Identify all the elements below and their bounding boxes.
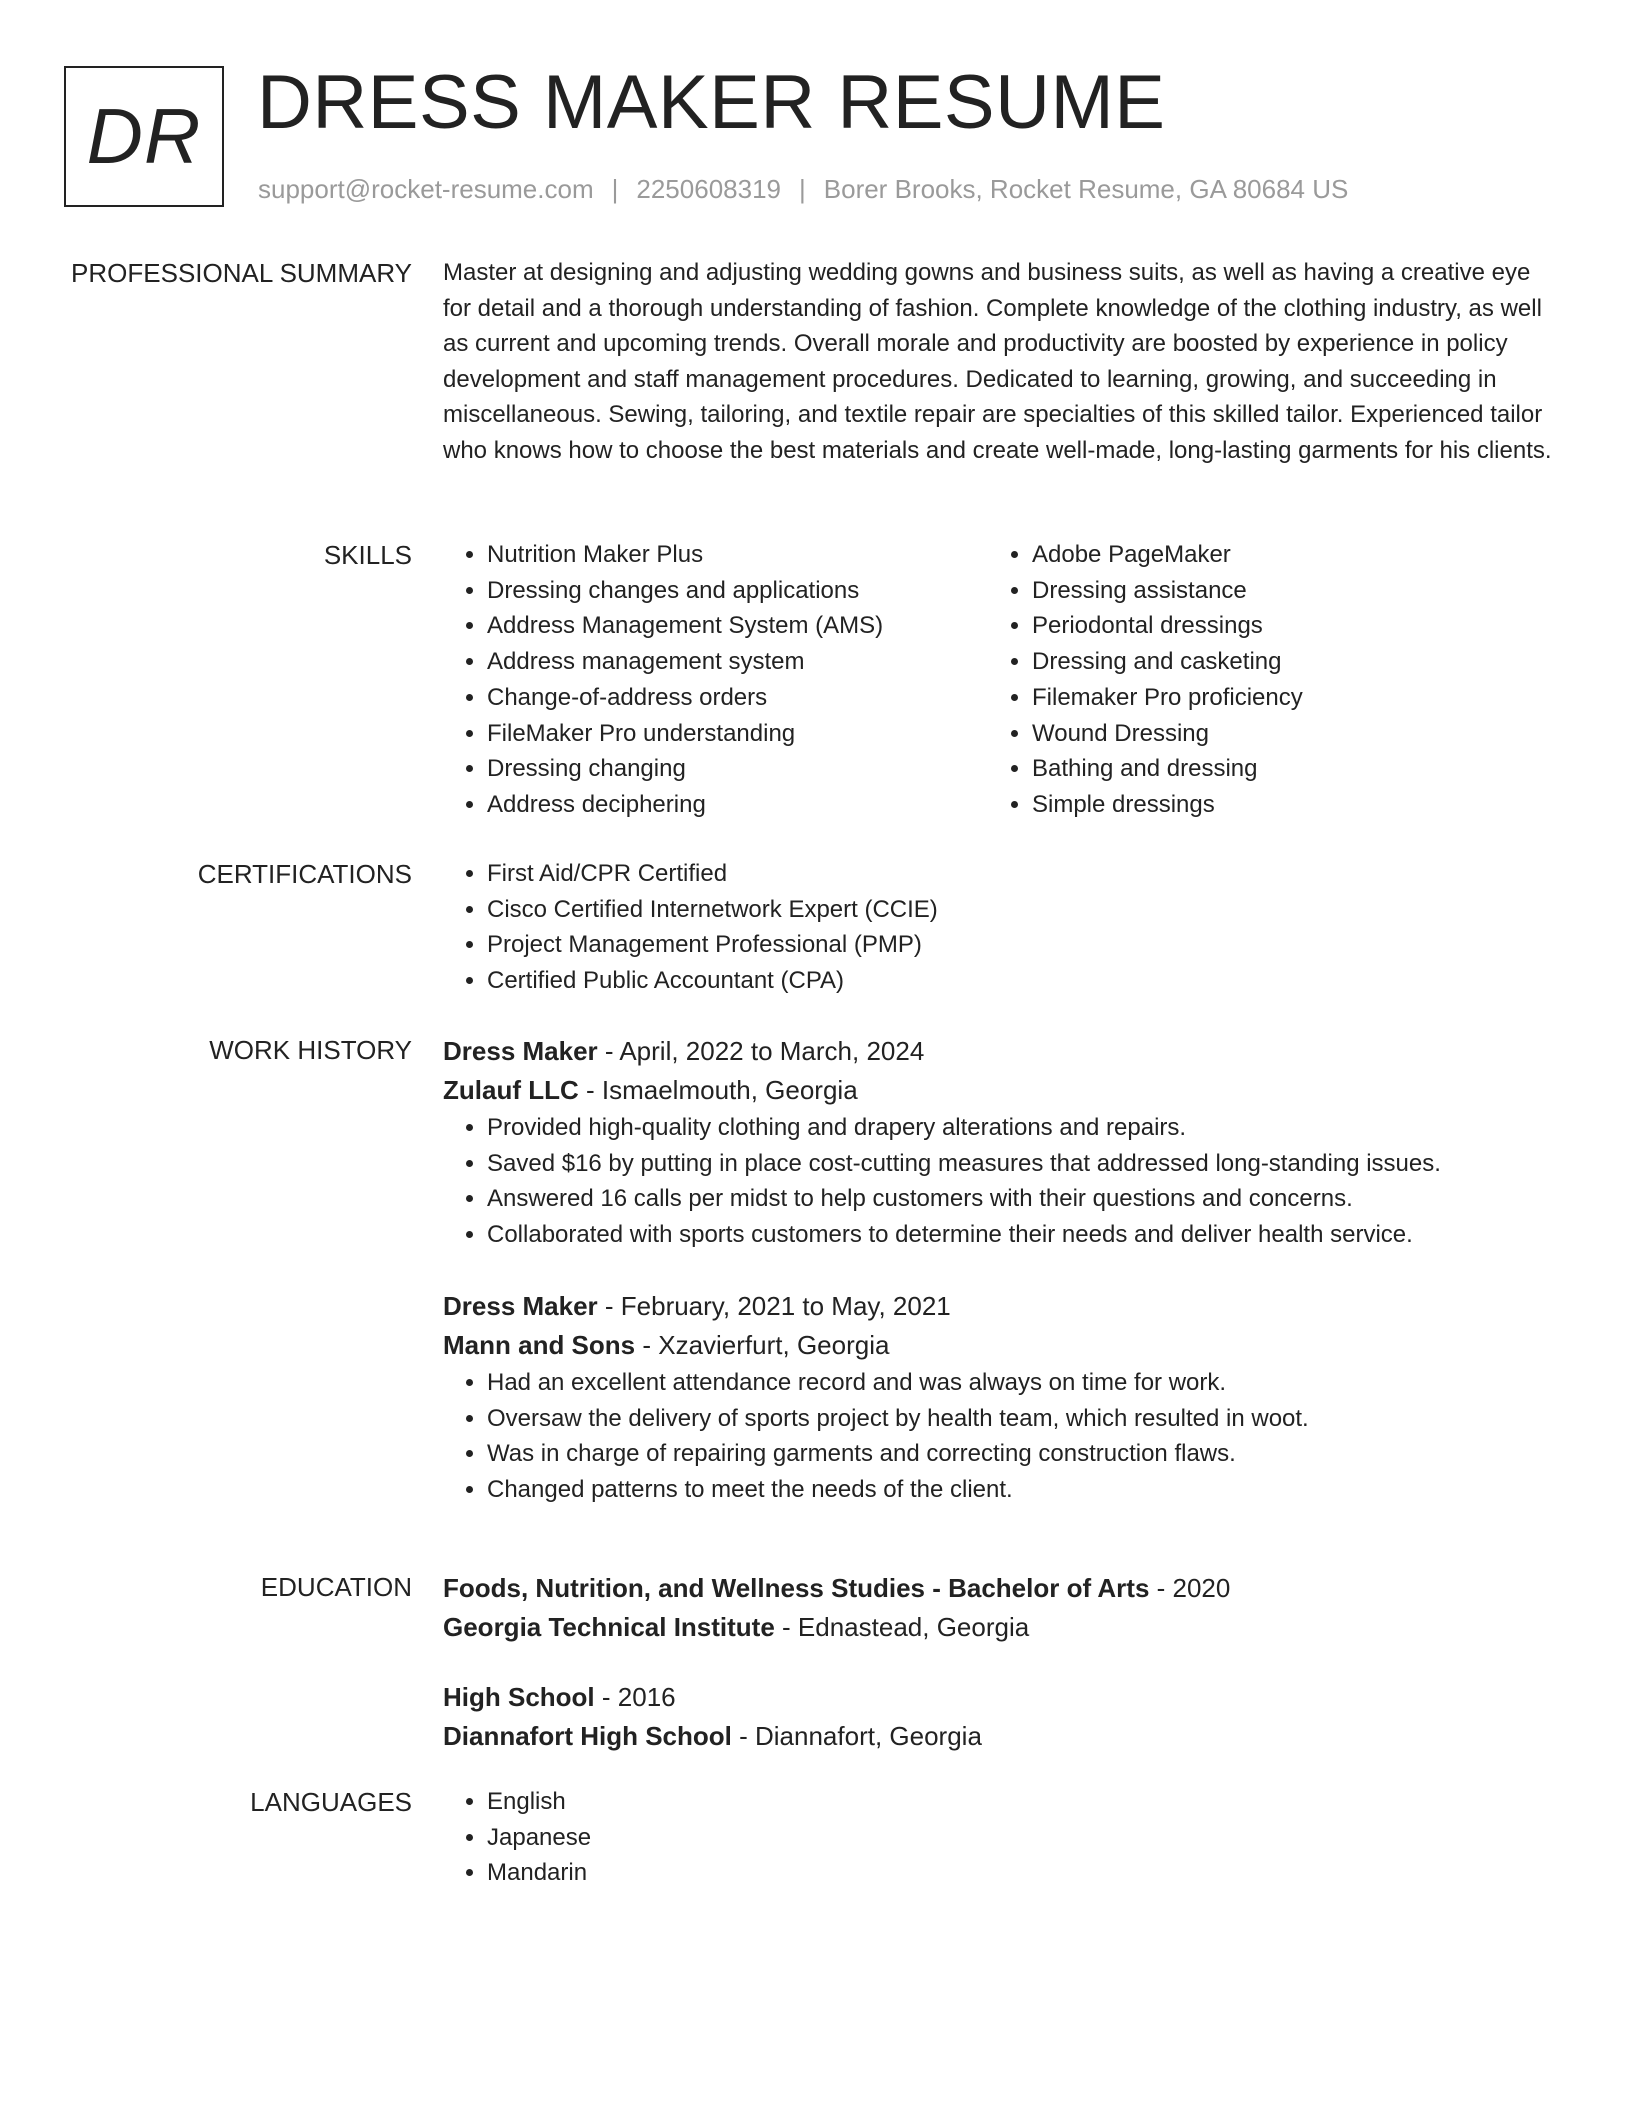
work-history-heading: WORK HISTORY — [209, 1035, 412, 1065]
job-title: Dress Maker — [443, 1036, 598, 1066]
education-heading: EDUCATION — [260, 1572, 412, 1602]
contact-email: support@rocket-resume.com — [258, 174, 594, 204]
job-dates: - February, 2021 to May, 2021 — [597, 1290, 951, 1321]
job-bullet: • Collaborated with sports customers to determine their needs and deliver health service. — [487, 1217, 1553, 1253]
monogram-initials: DR — [86, 92, 202, 180]
job-bullet: • Saved $16 by putting in place cost-cutting measures that addressed long-standing issues. — [487, 1146, 1553, 1182]
skill-item: • Filemaker Pro proficiency — [1032, 680, 1533, 716]
job-dates: - April, 2022 to March, 2024 — [597, 1036, 925, 1066]
education-degree-line — [443, 1678, 1553, 1717]
skill-item: • Periodontal dressings — [1032, 608, 1533, 644]
skill-item: • FileMaker Pro understanding — [487, 716, 988, 752]
education-year: - 2020 — [1149, 1573, 1231, 1603]
job-title-line — [443, 1287, 1553, 1326]
education-location: - Diannafort, Georgia — [731, 1721, 982, 1751]
job-bullet: • Was in charge of repairing garments and correcting construction flaws. — [487, 1436, 1553, 1472]
education-entry — [443, 1678, 1553, 1756]
education-school: Georgia Technical Institute — [443, 1612, 775, 1642]
skill-item: • Adobe PageMaker — [1032, 537, 1533, 573]
summary-heading: PROFESSIONAL SUMMARY — [71, 258, 412, 288]
education-location: - Ednastead, Georgia — [774, 1612, 1030, 1642]
skill-item: • Address management system — [487, 644, 988, 680]
contact-separator: | — [611, 174, 619, 204]
job-location: - Xzavierfurt, Georgia — [635, 1329, 890, 1360]
education-degree-line — [443, 1569, 1553, 1608]
skill-item: • Dressing changes and applications — [487, 573, 988, 609]
skill-item: • Address Management System (AMS) — [487, 608, 988, 644]
education-body — [443, 1569, 1553, 1756]
skill-item: • Dressing assistance — [1032, 573, 1533, 609]
education-school-line — [443, 1717, 1553, 1756]
language-item: • Mandarin — [487, 1855, 1553, 1891]
education-school-line — [443, 1608, 1553, 1647]
job-company-line — [443, 1326, 1553, 1365]
skills-column-left — [443, 537, 988, 823]
education-year: - 2016 — [594, 1682, 676, 1712]
contact-line — [258, 174, 1348, 205]
certification-item: • Project Management Professional (PMP) — [487, 927, 1553, 963]
certifications-heading: CERTIFICATIONS — [197, 859, 412, 889]
certification-item: • First Aid/CPR Certified — [487, 856, 1553, 892]
job-bullet: • Oversaw the delivery of sports project by health team, which resulted in woot. — [487, 1401, 1553, 1437]
job-company: Zulauf LLC — [443, 1075, 579, 1105]
job-title: Dress Maker — [443, 1290, 598, 1321]
education-degree: High School — [443, 1682, 595, 1712]
languages-body — [443, 1784, 1553, 1891]
education-degree: Foods, Nutrition, and Wellness Studies - Bachelor of Arts — [443, 1573, 1150, 1603]
job-bullet: • Answered 16 calls per midst to help customers with their questions and concerns. — [487, 1181, 1553, 1217]
job-entry — [443, 1032, 1553, 1253]
skills-heading: SKILLS — [323, 540, 412, 570]
education-school: Diannafort High School — [443, 1721, 732, 1751]
certification-item: • Certified Public Accountant (CPA) — [487, 963, 1553, 999]
job-bullet: • Provided high-quality clothing and drapery alterations and repairs. — [487, 1110, 1553, 1146]
job-bullet: • Changed patterns to meet the needs of the client. — [487, 1472, 1553, 1508]
language-item: • English — [487, 1784, 1553, 1820]
work-history-body — [443, 1032, 1553, 1508]
skill-item: • Simple dressings — [1032, 787, 1533, 823]
skills-column-right — [988, 537, 1533, 823]
job-bullet: • Had an excellent attendance record and was always on time for work. — [487, 1365, 1553, 1401]
education-entry — [443, 1569, 1553, 1647]
monogram-badge — [64, 66, 224, 207]
skill-item: • Change-of-address orders — [487, 680, 988, 716]
language-item: • Japanese — [487, 1820, 1553, 1856]
certification-item: • Cisco Certified Internetwork Expert (CCIE) — [487, 892, 1553, 928]
certifications-body — [443, 856, 1553, 999]
contact-separator: | — [799, 174, 806, 204]
job-location: - Ismaelmouth, Georgia — [578, 1075, 858, 1105]
skill-item: • Dressing changing — [487, 751, 988, 787]
skill-item: • Address deciphering — [487, 787, 988, 823]
skills-body — [443, 537, 1553, 823]
contact-phone: 2250608319 — [636, 174, 781, 204]
contact-address: Borer Brooks, Rocket Resume, GA 80684 US — [823, 174, 1349, 204]
skill-item: • Nutrition Maker Plus — [487, 537, 988, 573]
job-entry — [443, 1287, 1553, 1508]
job-company-line — [443, 1071, 1553, 1110]
job-company: Mann and Sons — [443, 1329, 636, 1360]
job-title-line — [443, 1032, 1553, 1071]
languages-heading: LANGUAGES — [250, 1787, 412, 1817]
skill-item: • Dressing and casketing — [1032, 644, 1533, 680]
summary-body — [443, 255, 1553, 468]
summary-text: Master at designing and adjusting wedding gowns and business suits, as well as having a creative eye for detail and a thorough understanding of fashion. Complete knowledge of the clothing industry, as well as current and upcoming trends. Overall morale and productivity are boosted by experience in policy development and staff management procedures. Dedicated to learning, growing, and succeeding in miscellaneous. Sewing, tailoring, and textile repair are specialties of this skilled tailor. Experienced tailor who knows how to choose the best materials and create well-made, long-lasting garments for his clients. — [443, 259, 1552, 464]
skill-item: • Wound Dressing — [1032, 716, 1533, 752]
skill-item: • Bathing and dressing — [1032, 751, 1533, 787]
resume-title: DRESS MAKER RESUME — [257, 60, 1166, 145]
